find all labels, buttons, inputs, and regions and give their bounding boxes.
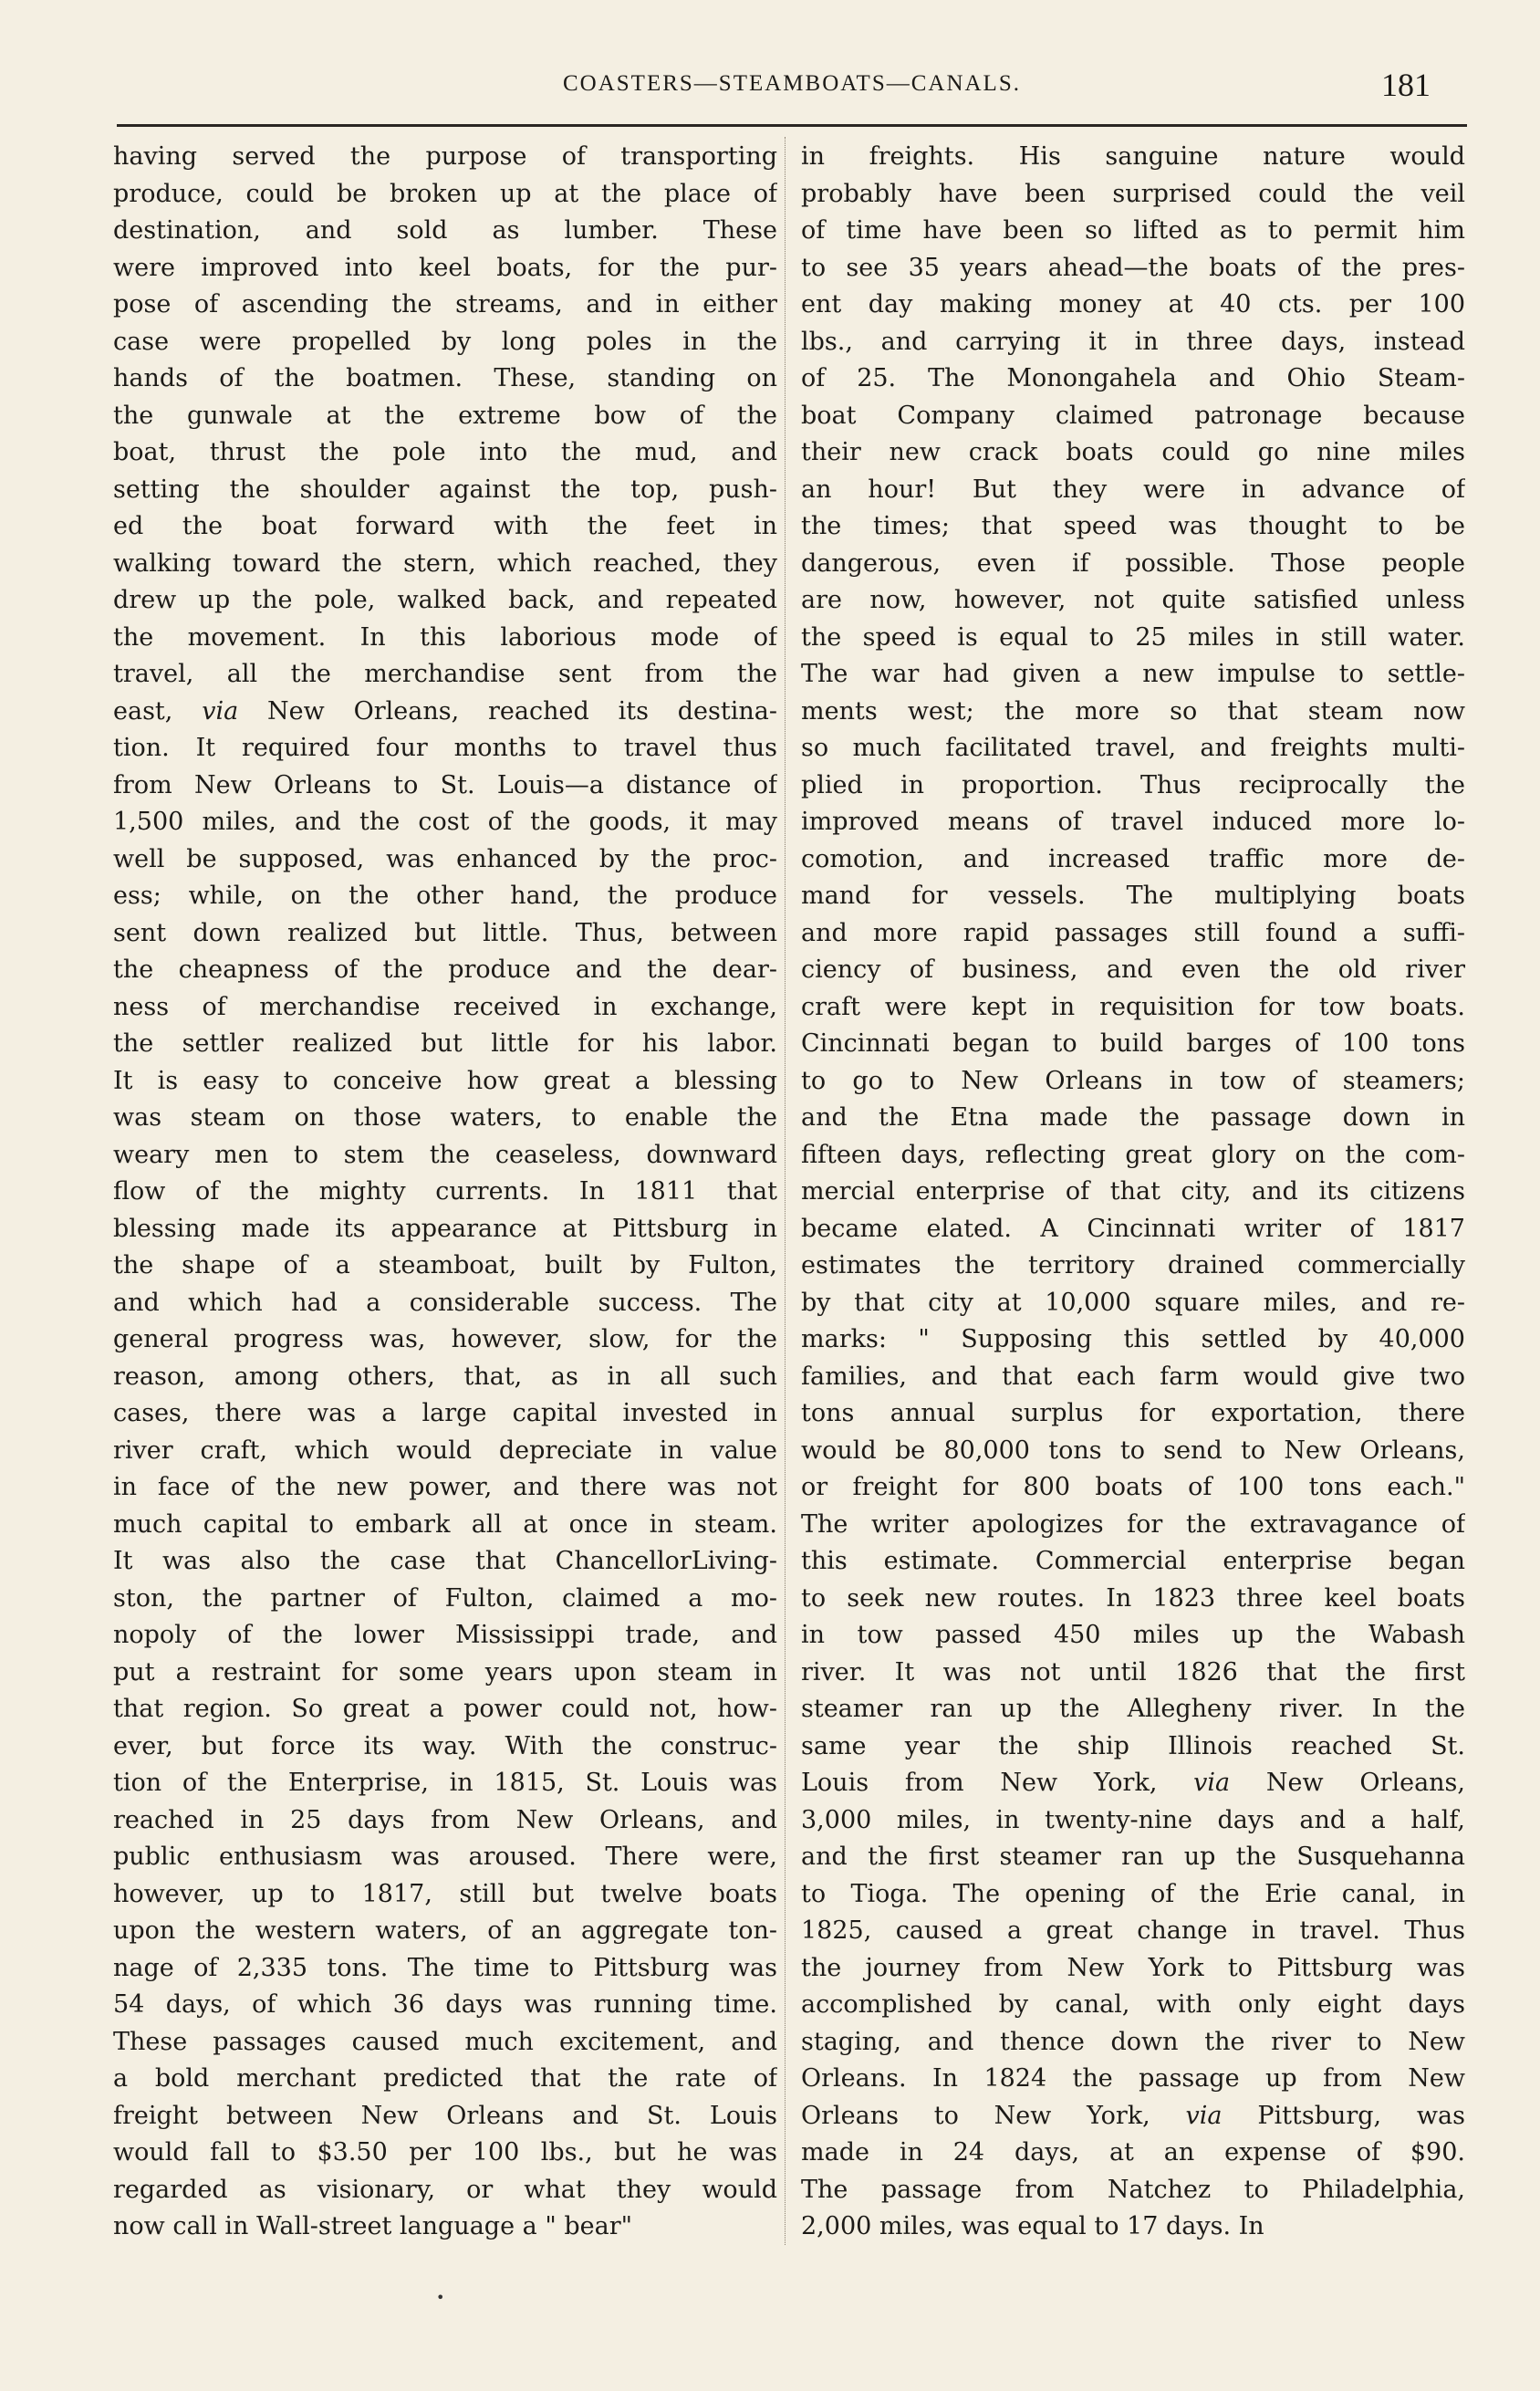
text-line: probably have been surprised could the veil bbox=[801, 179, 1465, 208]
text-line: regarded as visionary, or what they would bbox=[113, 2175, 777, 2204]
text-line: to go to New Orleans in tow of steamers; bbox=[801, 1066, 1465, 1095]
text-line: nopoly of the lower Mississippi trade, and bbox=[113, 1621, 777, 1649]
text-line: ever, but force its way. With the construc- bbox=[113, 1731, 777, 1760]
text-line: 2,000 miles, was equal to 17 days. In bbox=[801, 2212, 1264, 2240]
text-line: dangerous, even if possible. Those people bbox=[801, 548, 1465, 578]
text-line: lbs., and carrying it in three days, instead bbox=[801, 327, 1465, 356]
text-line: improved means of travel induced more lo- bbox=[801, 808, 1465, 836]
text-line: by that city at 10,000 square miles, and re- bbox=[801, 1288, 1465, 1317]
text-line: ciency of business, and even the old river bbox=[801, 955, 1465, 984]
text-line: tion. It required four months to travel thus bbox=[113, 734, 777, 762]
page-number: 181 bbox=[1381, 67, 1431, 103]
text-line: the settler realized but little for his labor. bbox=[113, 1029, 777, 1058]
printer-mark: • bbox=[436, 2289, 445, 2306]
text-line: reason, among others, that, as in all such bbox=[113, 1362, 777, 1391]
text-line: ston, the partner of Fulton, claimed a mo- bbox=[113, 1583, 777, 1613]
text-line: These passages caused much excitement, and bbox=[113, 2027, 777, 2056]
text-line: and more rapid passages still found a suffi- bbox=[801, 918, 1465, 947]
text-line: ments west; the more so that steam now bbox=[801, 696, 1465, 726]
text-line: to see 35 years ahead—the boats of the pres- bbox=[801, 253, 1465, 282]
left-column bbox=[113, 139, 777, 2246]
text-line: are now, however, not quite satisfied unless bbox=[801, 586, 1465, 614]
text-line: the movement. In this laborious mode of bbox=[113, 622, 777, 652]
text-line: would fall to $3.50 per 100 lbs., but he was bbox=[113, 2138, 777, 2167]
text-line: the journey from New York to Pittsburg was bbox=[801, 1953, 1465, 1982]
text-line: east, via New Orleans, reached its destina- bbox=[113, 696, 777, 726]
text-line: now call in Wall-street language a " bear" bbox=[113, 2212, 633, 2240]
text-line: craft were kept in requisition for tow boats. bbox=[801, 992, 1465, 1021]
text-line: and the first steamer ran up the Susquehanna bbox=[801, 1843, 1465, 1871]
text-line: estimates the territory drained commercially bbox=[801, 1251, 1465, 1279]
text-line: plied in proportion. Thus reciprocally the bbox=[801, 770, 1465, 799]
text-line: blessing made its appearance at Pittsburg in bbox=[113, 1214, 777, 1243]
text-line: The war had given a new impulse to settle- bbox=[801, 660, 1465, 688]
text-line: tion of the Enterprise, in 1815, St. Louis was bbox=[113, 1769, 777, 1797]
text-line: steamer ran up the Allegheny river. In the bbox=[801, 1695, 1465, 1723]
text-line: walking toward the stern, which reached, they bbox=[113, 548, 777, 578]
text-line: having served the purpose of transporting bbox=[113, 142, 777, 171]
text-line: the gunwale at the extreme bow of the bbox=[113, 401, 777, 430]
header-rule bbox=[117, 124, 1467, 127]
text-line: upon the western waters, of an aggregate ton- bbox=[113, 1916, 777, 1945]
text-line: The passage from Natchez to Philadelphia, bbox=[801, 2175, 1465, 2204]
text-line: so much facilitated travel, and freights multi- bbox=[801, 734, 1465, 762]
text-line: the times; that speed was thought to be bbox=[801, 512, 1465, 540]
text-line: much capital to embark all at once in steam. bbox=[113, 1509, 777, 1539]
text-line: ness of merchandise received in exchange, bbox=[113, 992, 777, 1021]
text-line: mand for vessels. The multiplying boats bbox=[801, 882, 1465, 910]
text-line: river craft, which would depreciate in value bbox=[113, 1436, 777, 1465]
text-line: in tow passed 450 miles up the Wabash bbox=[801, 1621, 1465, 1649]
text-line: The writer apologizes for the extravagance of bbox=[801, 1509, 1465, 1539]
text-line: made in 24 days, at an expense of $90. bbox=[801, 2138, 1465, 2167]
text-line: were improved into keel boats, for the pur- bbox=[113, 253, 777, 282]
text-line: to seek new routes. In 1823 three keel boats bbox=[801, 1583, 1465, 1613]
text-line: a bold merchant predicted that the rate of bbox=[113, 2064, 777, 2093]
text-line: in freights. His sanguine nature would bbox=[801, 142, 1465, 171]
text-line: sent down realized but little. Thus, between bbox=[113, 918, 777, 947]
text-line: tons annual surplus for exportation, there bbox=[801, 1399, 1465, 1427]
text-line: river. It was not until 1826 that the first bbox=[801, 1657, 1465, 1686]
text-line: 3,000 miles, in twenty-nine days and a half, bbox=[801, 1805, 1465, 1834]
text-line: accomplished by canal, with only eight days bbox=[801, 1990, 1465, 2019]
text-line: drew up the pole, walked back, and repeated bbox=[113, 586, 777, 614]
text-line: setting the shoulder against the top, push- bbox=[113, 475, 777, 504]
text-line: same year the ship Illinois reached St. bbox=[801, 1731, 1465, 1760]
text-line: of 25. The Monongahela and Ohio Steam- bbox=[801, 364, 1465, 392]
text-line: the shape of a steamboat, built by Fulton, bbox=[113, 1251, 777, 1279]
text-line: Louis from New York, via New Orleans, bbox=[801, 1769, 1465, 1797]
text-line: 54 days, of which 36 days was running time. bbox=[113, 1990, 777, 2019]
text-line: public enthusiasm was aroused. There were, bbox=[113, 1843, 777, 1871]
text-line: hands of the boatmen. These, standing on bbox=[113, 364, 777, 392]
text-line: It was also the case that ChancellorLiving- bbox=[113, 1547, 777, 1575]
text-line: staging, and thence down the river to New bbox=[801, 2027, 1465, 2056]
text-line: fifteen days, reflecting great glory on the com- bbox=[801, 1140, 1465, 1169]
text-line: or freight for 800 boats of 100 tons each." bbox=[801, 1473, 1465, 1501]
text-line: pose of ascending the streams, and in either bbox=[113, 290, 777, 318]
column-divider bbox=[785, 137, 786, 2245]
text-line: this estimate. Commercial enterprise began bbox=[801, 1547, 1465, 1575]
text-line: cases, there was a large capital invested in bbox=[113, 1399, 777, 1427]
text-line: 1825, caused a great change in travel. Thus bbox=[801, 1916, 1465, 1945]
text-line: an hour! But they were in advance of bbox=[801, 475, 1465, 504]
text-line: families, and that each farm would give two bbox=[801, 1362, 1465, 1391]
text-line: became elated. A Cincinnati writer of 1817 bbox=[801, 1214, 1465, 1243]
text-line: comotion, and increased traffic more de- bbox=[801, 844, 1465, 873]
right-column bbox=[801, 139, 1465, 2246]
text-line: Orleans. In 1824 the passage up from New bbox=[801, 2064, 1465, 2093]
text-line: and which had a considerable success. The bbox=[113, 1288, 777, 1317]
text-line: Cincinnati began to build barges of 100 tons bbox=[801, 1029, 1465, 1058]
text-line: ed the boat forward with the feet in bbox=[113, 512, 777, 540]
text-line: the speed is equal to 25 miles in still water. bbox=[801, 622, 1465, 652]
text-line: nage of 2,335 tons. The time to Pittsburg was bbox=[113, 1953, 777, 1982]
text-line: Orleans to New York, via Pittsburg, was bbox=[801, 2101, 1465, 2130]
text-line: travel, all the merchandise sent from the bbox=[113, 660, 777, 688]
text-line: boat, thrust the pole into the mud, and bbox=[113, 438, 777, 466]
text-line: freight between New Orleans and St. Louis bbox=[113, 2101, 777, 2130]
text-line: of time have been so lifted as to permit him bbox=[801, 216, 1465, 245]
running-head: COASTERS—STEAMBOATS—CANALS. bbox=[563, 71, 1021, 96]
text-line: ess; while, on the other hand, the produce bbox=[113, 882, 777, 910]
text-line: It is easy to conceive how great a blessing bbox=[113, 1066, 777, 1095]
text-line: marks: " Supposing this settled by 40,000 bbox=[801, 1325, 1465, 1353]
text-line: reached in 25 days from New Orleans, and bbox=[113, 1805, 777, 1834]
text-line: put a restraint for some years upon steam in bbox=[113, 1657, 777, 1686]
text-line: in face of the new power, and there was not bbox=[113, 1473, 777, 1501]
text-line: flow of the mighty currents. In 1811 that bbox=[113, 1177, 777, 1206]
text-line: that region. So great a power could not, how- bbox=[113, 1695, 777, 1723]
text-line: however, up to 1817, still but twelve boats bbox=[113, 1879, 777, 1908]
text-line: the cheapness of the produce and the dear- bbox=[113, 955, 777, 984]
text-line: their new crack boats could go nine miles bbox=[801, 438, 1465, 466]
text-line: from New Orleans to St. Louis—a distance of bbox=[113, 770, 777, 799]
page-header bbox=[117, 66, 1467, 120]
text-line: well be supposed, was enhanced by the proc- bbox=[113, 844, 777, 873]
text-line: produce, could be broken up at the place of bbox=[113, 179, 777, 208]
text-line: to Tioga. The opening of the Erie canal, in bbox=[801, 1879, 1465, 1908]
text-line: weary men to stem the ceaseless, downward bbox=[113, 1140, 777, 1169]
text-line: mercial enterprise of that city, and its citizens bbox=[801, 1177, 1465, 1206]
text-line: was steam on those waters, to enable the bbox=[113, 1103, 777, 1132]
text-line: general progress was, however, slow, for the bbox=[113, 1325, 777, 1353]
text-line: case were propelled by long poles in the bbox=[113, 327, 777, 356]
text-line: boat Company claimed patronage because bbox=[801, 401, 1465, 430]
text-line: would be 80,000 tons to send to New Orleans, bbox=[801, 1436, 1465, 1465]
text-line: and the Etna made the passage down in bbox=[801, 1103, 1465, 1132]
text-line: ent day making money at 40 cts. per 100 bbox=[801, 290, 1465, 318]
text-line: destination, and sold as lumber. These bbox=[113, 216, 777, 245]
text-line: 1,500 miles, and the cost of the goods, it may bbox=[113, 808, 777, 836]
